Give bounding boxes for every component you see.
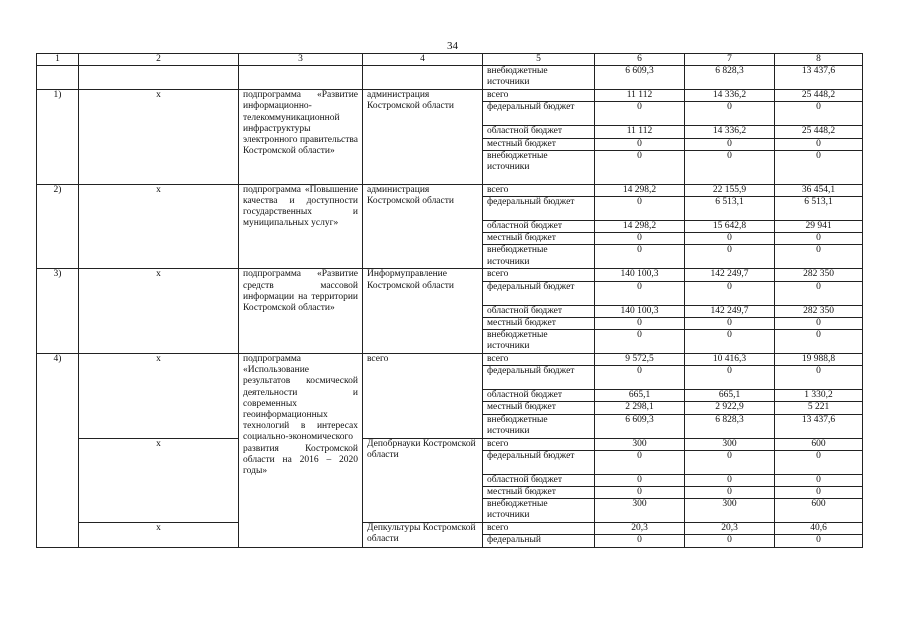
value-cell: 14 336,2 [685,126,775,138]
value-cell: 0 [595,450,685,474]
x-mark: х [79,184,239,269]
executor-name: всего [363,354,483,439]
source-label: федеральный бюджет [483,366,595,390]
value-cell: 14 298,2 [595,184,685,196]
source-label: областной бюджет [483,126,595,138]
value-cell: 0 [775,366,863,390]
source-label: внебюджетные источники [483,499,595,523]
table-cell [79,66,239,90]
program-name: подпрограмма «Использование результатов космической деятельности и современных геоинформационных технологий в интересах социально-экономического развития Костромской области на 2016 – 2020 годы» [239,354,363,548]
table-row [37,184,863,196]
value-cell: 6 828,3 [685,66,775,90]
value-cell: 0 [685,150,775,184]
value-cell: 22 155,9 [685,184,775,196]
value-cell: 0 [685,450,775,474]
value-cell: 14 336,2 [685,90,775,102]
value-cell: 6 513,1 [685,197,775,221]
value-cell: 282 350 [775,269,863,281]
program-name: подпрограмма «Развитие информационно-телекоммуникационной инфраструктуры электронного правительства Костромской области» [239,90,363,185]
value-cell: 0 [685,281,775,305]
table-cell [37,66,79,90]
value-cell: 0 [775,233,863,245]
table-row [37,90,863,102]
row-number: 3) [37,269,79,354]
source-label: областной бюджет [483,474,595,486]
value-cell: 2 922,9 [685,402,775,414]
value-cell: 0 [595,138,685,150]
table-row [37,523,863,535]
value-cell: 36 454,1 [775,184,863,196]
value-cell: 300 [595,438,685,450]
value-cell: 140 100,3 [595,305,685,317]
header-cell: 4 [363,54,483,66]
source-label: внебюджетные источники [483,414,595,438]
value-cell: 0 [775,450,863,474]
value-cell: 1 330,2 [775,390,863,402]
value-cell: 6 609,3 [595,414,685,438]
value-cell: 0 [595,150,685,184]
executor-name: Информуправление Костромской области [363,269,483,354]
value-cell: 0 [685,474,775,486]
value-cell: 0 [685,487,775,499]
source-label: внебюджетные источники [483,330,595,354]
table-cell [363,66,483,90]
source-label: федеральный [483,535,595,547]
value-cell: 0 [595,474,685,486]
value-cell: 13 437,6 [775,66,863,90]
source-label: местный бюджет [483,402,595,414]
x-mark: х [79,90,239,185]
source-label: всего [483,184,595,196]
value-cell: 0 [685,535,775,547]
value-cell: 0 [775,317,863,329]
table-row [37,438,863,450]
source-label: внебюджетные источники [483,245,595,269]
value-cell: 0 [685,330,775,354]
value-cell: 0 [595,102,685,126]
table-cell [239,66,363,90]
executor-name: Депобрнауки Костромской области [363,438,483,523]
x-mark: х [79,523,239,547]
value-cell: 0 [595,330,685,354]
value-cell: 300 [595,499,685,523]
value-cell: 40,6 [775,523,863,535]
header-cell: 3 [239,54,363,66]
source-label: федеральный бюджет [483,450,595,474]
value-cell: 0 [595,233,685,245]
value-cell: 0 [775,330,863,354]
value-cell: 300 [685,438,775,450]
value-cell: 600 [775,438,863,450]
header-row [37,54,863,66]
value-cell: 14 298,2 [595,221,685,233]
value-cell: 665,1 [685,390,775,402]
source-label: внебюджетные источники [483,66,595,90]
program-name: подпрограмма «Развитие средств массовой информации на территории Костромской области» [239,269,363,354]
value-cell: 0 [595,197,685,221]
table-row [37,269,863,281]
source-label: местный бюджет [483,138,595,150]
header-cell: 6 [595,54,685,66]
value-cell: 0 [775,245,863,269]
value-cell: 665,1 [595,390,685,402]
value-cell: 0 [685,233,775,245]
page-number: 34 [447,40,458,52]
value-cell: 20,3 [595,523,685,535]
header-cell: 8 [775,54,863,66]
value-cell: 0 [775,487,863,499]
source-label: всего [483,523,595,535]
source-label: всего [483,354,595,366]
value-cell: 25 448,2 [775,90,863,102]
source-label: всего [483,438,595,450]
value-cell: 25 448,2 [775,126,863,138]
value-cell: 20,3 [685,523,775,535]
value-cell: 0 [685,102,775,126]
value-cell: 0 [685,138,775,150]
value-cell: 0 [775,150,863,184]
header-cell: 5 [483,54,595,66]
header-cell: 2 [79,54,239,66]
value-cell: 2 298,1 [595,402,685,414]
x-mark: х [79,269,239,354]
value-cell: 11 112 [595,90,685,102]
source-label: федеральный бюджет [483,102,595,126]
executor-name: администрация Костромской области [363,184,483,269]
value-cell: 0 [595,281,685,305]
value-cell: 0 [685,366,775,390]
source-label: федеральный бюджет [483,281,595,305]
program-name: подпрограмма «Повышение качества и доступности государственных и муниципальных услуг» [239,184,363,269]
header-cell: 1 [37,54,79,66]
x-mark: х [79,354,239,439]
value-cell: 5 221 [775,402,863,414]
value-cell: 0 [595,535,685,547]
value-cell: 0 [775,281,863,305]
value-cell: 0 [775,102,863,126]
value-cell: 0 [595,317,685,329]
source-label: местный бюджет [483,233,595,245]
value-cell: 142 249,7 [685,305,775,317]
x-mark: х [79,438,239,523]
source-label: внебюджетные источники [483,150,595,184]
source-label: всего [483,90,595,102]
source-label: областной бюджет [483,390,595,402]
value-cell: 6 828,3 [685,414,775,438]
source-label: всего [483,269,595,281]
source-label: местный бюджет [483,487,595,499]
value-cell: 6 609,3 [595,66,685,90]
value-cell: 140 100,3 [595,269,685,281]
value-cell: 0 [595,366,685,390]
value-cell: 0 [595,487,685,499]
value-cell: 10 416,3 [685,354,775,366]
executor-name: администрация Костромской области [363,90,483,185]
value-cell: 11 112 [595,126,685,138]
value-cell: 0 [775,535,863,547]
value-cell: 19 988,8 [775,354,863,366]
value-cell: 13 437,6 [775,414,863,438]
table-row [37,66,863,90]
value-cell: 0 [775,474,863,486]
row-number: 2) [37,184,79,269]
value-cell: 0 [595,245,685,269]
value-cell: 0 [685,245,775,269]
row-number: 4) [37,354,79,548]
value-cell: 15 642,8 [685,221,775,233]
row-number: 1) [37,90,79,185]
source-label: федеральный бюджет [483,197,595,221]
value-cell: 142 249,7 [685,269,775,281]
value-cell: 6 513,1 [775,197,863,221]
value-cell: 300 [685,499,775,523]
table-row [37,354,863,366]
source-label: областной бюджет [483,305,595,317]
value-cell: 0 [775,138,863,150]
header-cell: 7 [685,54,775,66]
source-label: местный бюджет [483,317,595,329]
value-cell: 29 941 [775,221,863,233]
value-cell: 0 [685,317,775,329]
source-label: областной бюджет [483,221,595,233]
value-cell: 282 350 [775,305,863,317]
value-cell: 600 [775,499,863,523]
budget-table [36,53,863,548]
value-cell: 9 572,5 [595,354,685,366]
executor-name: Депкультуры Костромской области [363,523,483,547]
